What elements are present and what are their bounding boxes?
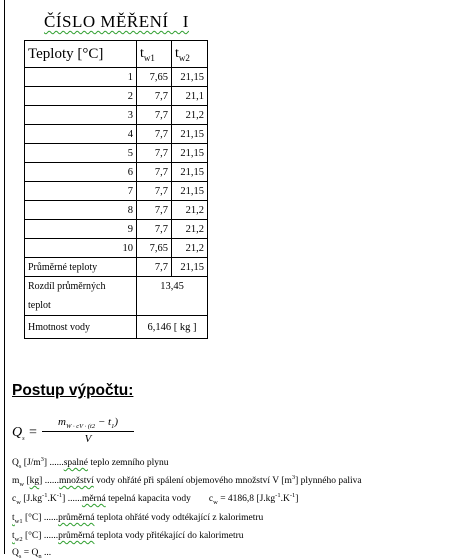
mass-value: 6,146 [ kg ]: [137, 316, 208, 339]
formula-num-t2: 2: [91, 423, 96, 431]
page-left-edge: [4, 0, 5, 554]
cw-eq-mid: .K: [280, 494, 290, 505]
mass-label: Hmotnost vody: [25, 316, 137, 339]
cw-rest: tepelná kapacita vody: [105, 494, 191, 505]
tw2-sub: w2: [14, 535, 23, 543]
mw-unit-open: [: [24, 476, 30, 487]
tw1-sub: w1: [14, 517, 23, 525]
header-tw1: [137, 41, 172, 68]
difference-label-line1: Rozdíl průměrných: [28, 281, 106, 292]
formula-eq: =: [24, 425, 38, 440]
row-tw1: 7,7: [137, 125, 172, 144]
row-tw1: 7,7: [137, 182, 172, 201]
tw2-symbol: [12, 531, 23, 541]
cw-eq-sub: w: [213, 499, 218, 507]
formula-numerator: [42, 416, 134, 432]
mw-unit: kg: [29, 476, 40, 487]
definition-tw1: [12, 513, 263, 525]
difference-value: 13,45: [137, 277, 208, 316]
formula-lhs-sym: Q: [12, 425, 23, 440]
row-tw2: 21,15: [172, 144, 208, 163]
mw-word: množství: [58, 476, 94, 487]
mw-dots: ......: [42, 476, 59, 487]
table-row: [25, 87, 208, 106]
difference-label-line2: teplot: [28, 300, 51, 311]
table-header-row: [25, 41, 208, 68]
qs-unit: [J/m: [21, 458, 41, 469]
tw2-word: průměrná: [58, 531, 95, 541]
cw-eq-sup2: -1: [289, 492, 296, 499]
formula-num-end: ): [114, 416, 118, 428]
average-tw1: 7,7: [137, 258, 172, 277]
row-number: 5: [25, 144, 137, 163]
difference-label: [25, 277, 137, 316]
last-sub1: s: [18, 552, 22, 560]
cw-eq-val: = 4186,8 [J.kg: [217, 494, 276, 505]
row-tw1: 7,7: [137, 87, 172, 106]
row-number: 10: [25, 239, 137, 258]
cw-sym: c: [12, 494, 17, 505]
row-number: 9: [25, 220, 137, 239]
cw-word: měrná: [81, 494, 106, 505]
tw1-sym: t: [12, 513, 15, 523]
tw2-rest: teplota vody přitékající do kalorimetru: [94, 531, 244, 541]
cw-eq-sup1: -1: [275, 492, 281, 499]
qs-sym: Q: [12, 458, 19, 469]
cw-sub: w: [16, 499, 21, 507]
qs-sub: s: [18, 463, 22, 471]
definition-tw2: [12, 531, 244, 543]
table-row: [25, 201, 208, 220]
formula-num-part1: W · c: [65, 423, 80, 431]
mw-rest2: ] plynného paliva: [295, 476, 362, 487]
qs-dots: ......: [47, 458, 64, 469]
mw-unit-close: ]: [39, 476, 43, 487]
tw1-dots: ......: [41, 513, 59, 523]
row-number: 1: [25, 68, 137, 87]
last-sym: Q: [12, 548, 19, 558]
formula-num-part2: V · (t: [79, 423, 92, 431]
row-tw2: 21,2: [172, 201, 208, 220]
mw-sym: m: [12, 476, 20, 487]
average-label: Průměrné teploty: [25, 258, 137, 277]
row-tw2: 21,15: [172, 125, 208, 144]
row-number: 7: [25, 182, 137, 201]
cw-sup2: -1: [56, 492, 63, 499]
row-tw2: 21,15: [172, 182, 208, 201]
page-title: [44, 12, 189, 32]
row-number: 8: [25, 201, 137, 220]
formula-num-m: m: [58, 416, 66, 428]
table-row: [25, 239, 208, 258]
row-tw2: 21,15: [172, 68, 208, 87]
row-tw1: 7,7: [137, 201, 172, 220]
row-tw1: 7,7: [137, 220, 172, 239]
row-number: 2: [25, 87, 137, 106]
table-row: [25, 68, 208, 87]
header-tw1-sym: t: [140, 45, 144, 61]
last-sub2: n: [38, 552, 42, 560]
definition-mw: [12, 474, 362, 488]
header-tw2-sub: w2: [178, 52, 190, 63]
table-row: [25, 163, 208, 182]
tw1-word: průměrná: [58, 513, 95, 523]
row-tw2: 21,2: [172, 239, 208, 258]
qs-unit-end: ]: [43, 458, 48, 469]
formula-fraction: [42, 416, 134, 445]
row-tw1: 7,7: [137, 144, 172, 163]
formula-num-t1: 1: [111, 423, 115, 431]
average-tw2: 21,15: [172, 258, 208, 277]
tw1-symbol: [12, 513, 23, 523]
measurement-table: [24, 40, 208, 339]
mass-row: [25, 316, 208, 339]
table-row: [25, 125, 208, 144]
section-heading: Postup výpočtu:: [12, 382, 134, 399]
qs-word: spalné: [63, 458, 88, 469]
formula-num-mid: − t: [95, 416, 112, 428]
page-title-text: ČÍSLO MĚŘENÍ I: [44, 12, 189, 31]
average-row: [25, 258, 208, 277]
tw2-dots: ......: [41, 531, 59, 541]
formula-lhs: [12, 425, 38, 442]
header-temperatures: Teploty [°C]: [25, 41, 137, 68]
row-tw2: 21,2: [172, 220, 208, 239]
mw-rest: vody ohřáté při spálení objemového množství V [m: [93, 476, 292, 487]
tw1-unit: [°C]: [22, 513, 42, 523]
qs-rest: teplo zemního plynu: [88, 458, 169, 469]
mw-sub: w: [19, 481, 25, 489]
cw-eq-end: ]: [295, 494, 299, 505]
row-tw2: 21,1: [172, 87, 208, 106]
row-number: 6: [25, 163, 137, 182]
formula-denominator: V: [84, 433, 92, 446]
table-row: [25, 106, 208, 125]
formula-lhs-sub: s: [22, 434, 25, 442]
row-tw1: 7,7: [137, 163, 172, 182]
definition-cw: [12, 492, 298, 506]
cw-unit-end: ]: [62, 494, 66, 505]
qs-sup: 3: [40, 456, 44, 463]
row-number: 4: [25, 125, 137, 144]
last-end: ...: [41, 548, 52, 558]
row-number: 3: [25, 106, 137, 125]
mw-sup: 3: [291, 474, 296, 481]
cw-dots: ......: [65, 494, 82, 505]
cw-unit: [J.kg: [20, 494, 43, 505]
row-tw1: 7,65: [137, 239, 172, 258]
cw-unit-mid: .K: [47, 494, 57, 505]
cw-eq-sym: c: [208, 494, 214, 505]
row-tw1: 7,65: [137, 68, 172, 87]
table-row: [25, 182, 208, 201]
tw2-unit: [°C]: [22, 531, 42, 541]
cw-sup1: -1: [42, 492, 48, 499]
header-tw1-sub: w1: [143, 52, 155, 63]
header-tw2: [172, 41, 208, 68]
table-row: [25, 220, 208, 239]
row-tw2: 21,2: [172, 106, 208, 125]
definition-qs: [12, 456, 168, 470]
header-tw2-sym: t: [175, 45, 179, 61]
difference-row: [25, 277, 208, 316]
row-tw1: 7,7: [137, 106, 172, 125]
row-tw2: 21,15: [172, 163, 208, 182]
last-mid: = Q: [21, 548, 39, 558]
tw1-rest: teplota ohřáté vody odtékající z kalorimetru: [94, 513, 264, 523]
table-row: [25, 144, 208, 163]
tw2-sym: t: [12, 531, 15, 541]
